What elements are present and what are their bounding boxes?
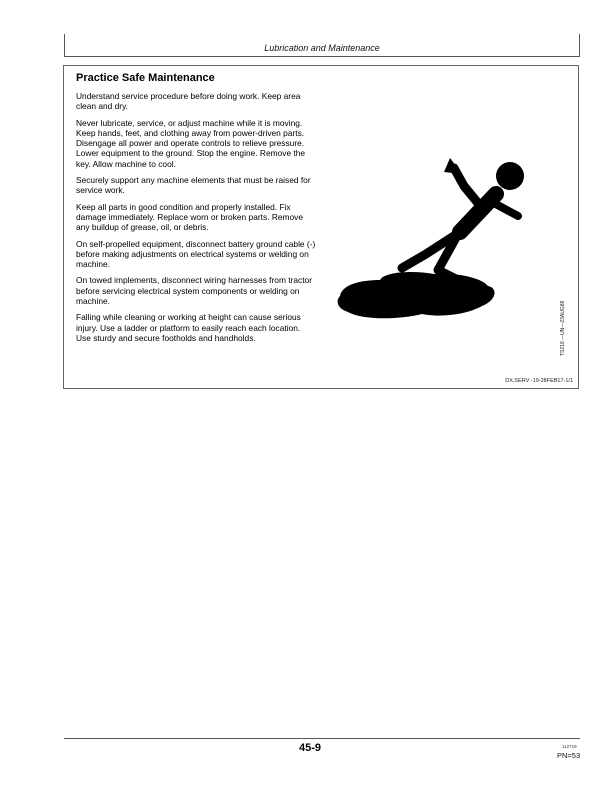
paragraph: Falling while cleaning or working at height can cause serious injury. Use a ladder or platform to easily reach each location. Use sturdy and secure footholds and handholds. — [76, 312, 301, 343]
figure-lower-arm-shape — [492, 202, 518, 216]
figure-raised-foot-shape — [444, 158, 462, 174]
section-body — [76, 91, 316, 349]
paragraph: On towed implements, disconnect wiring harnesses from tractor before servicing electrical system components or welding on machine. — [76, 275, 312, 307]
art-code-label: TS218 —UN—23AUG88 — [560, 300, 566, 356]
paragraph: Understand service procedure before doing work. Keep area clean and dry. — [76, 91, 301, 112]
safety-section — [63, 65, 579, 389]
figure-upper-arm-shape — [454, 168, 482, 208]
document-id: DX,SERV -19-28FEB17-1/1 — [505, 378, 573, 384]
person-slipping-on-spill-icon — [332, 128, 542, 328]
page-number: 45-9 — [298, 742, 322, 754]
paragraph: Securely support any machine elements that must be raised for service work. — [76, 175, 311, 196]
footer-pn: PN=53 — [557, 751, 581, 760]
footer-divider — [64, 738, 580, 739]
spill-puddle-shape — [338, 272, 495, 318]
paragraph: On self-propelled equipment, disconnect battery ground cable (-) before making adjustments on electrical systems or welding on machine. — [76, 238, 316, 270]
figure-head-shape — [496, 162, 524, 190]
running-head: Lubrication and Maintenance — [264, 43, 380, 53]
paragraph: Never lubricate, service, or adjust machine while it is moving. Keep hands, feet, and clothing away from power-driven parts. Disengage all power and operate controls to relieve pressure. Lower equipment to the ground. Stop the engine. Remove the key. Allow machine to cool. — [76, 117, 306, 169]
footer-date-code: 112719 — [562, 744, 577, 749]
paragraph: Keep all parts in good condition and properly installed. Fix damage immediately. Replace worn or broken parts. Remove any buildup of grease, oil, or debris. — [76, 201, 304, 233]
section-title: Practice Safe Maintenance — [76, 72, 215, 84]
header-divider — [64, 56, 580, 57]
